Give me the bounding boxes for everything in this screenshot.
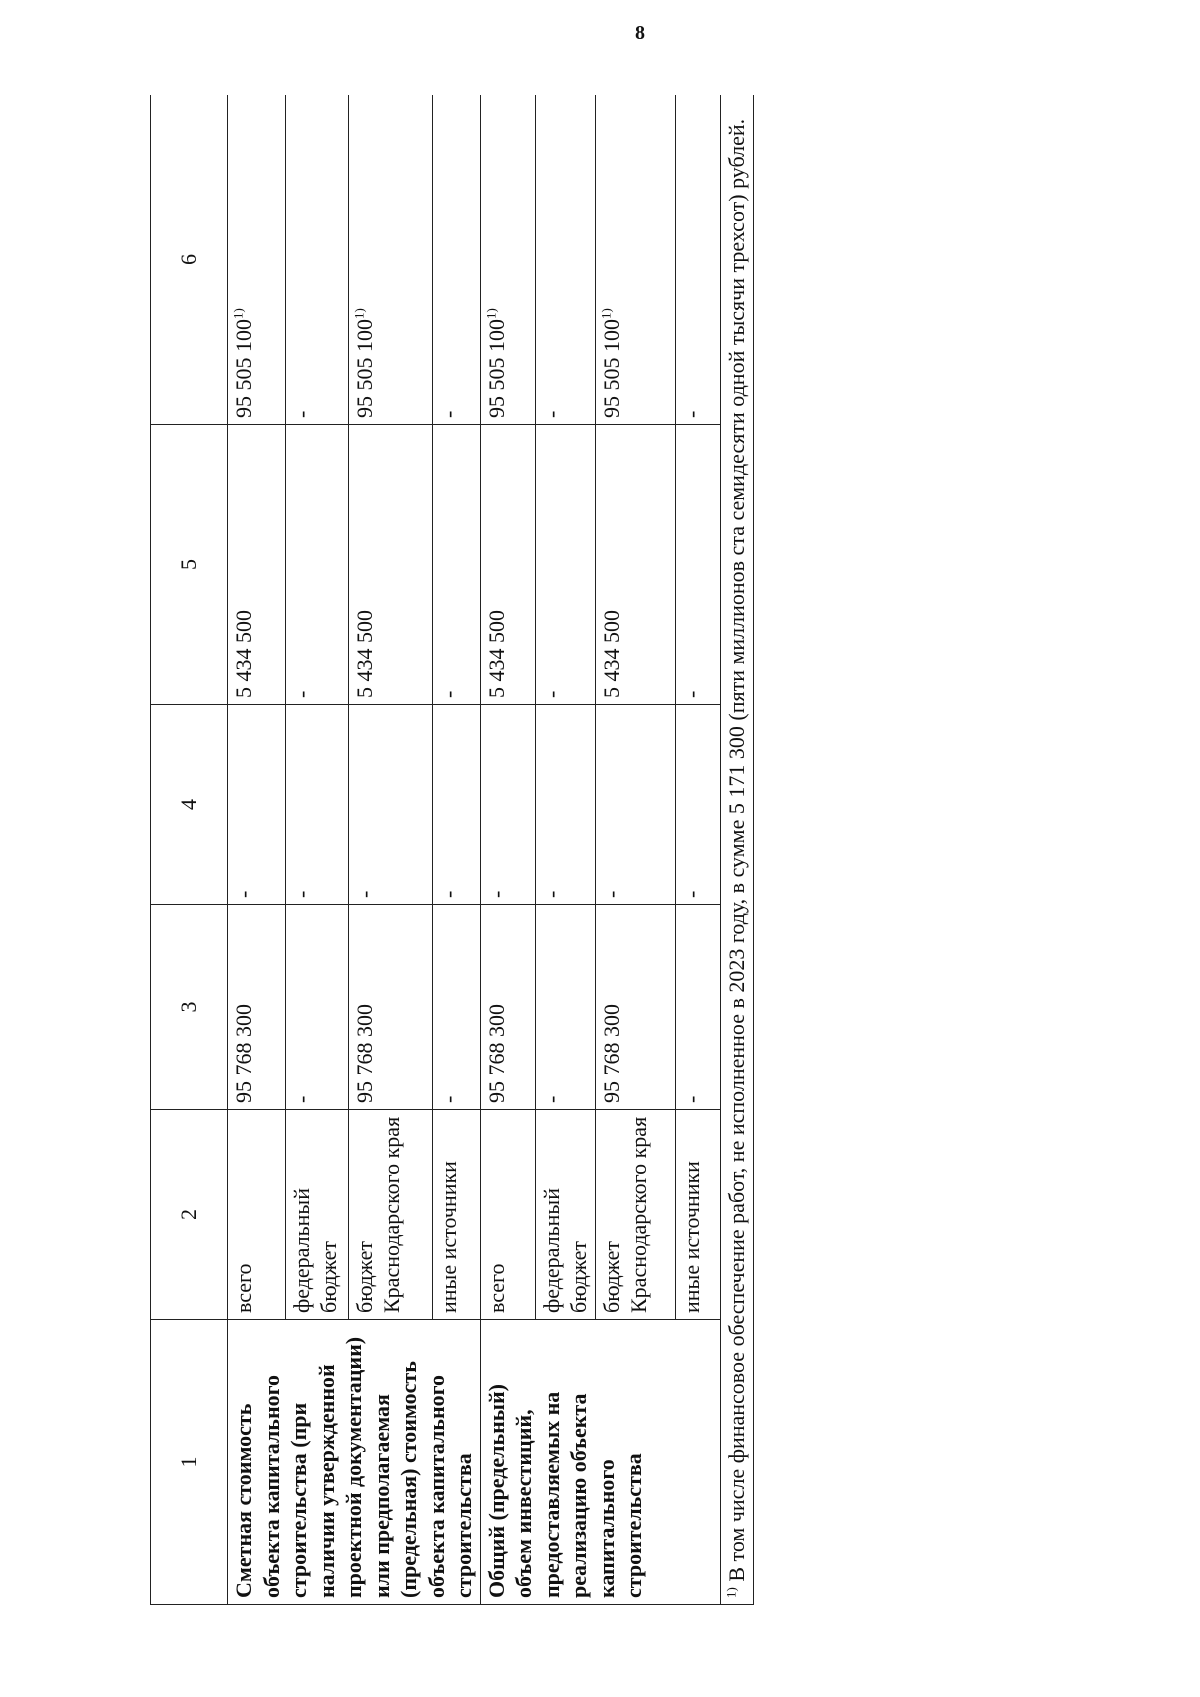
value-cell: - (675, 705, 720, 905)
footnote-marker: 1) (230, 308, 246, 319)
value-cell: 5 434 500 (348, 425, 432, 705)
page-number: 8 (635, 22, 645, 44)
column-header: 2 (151, 1110, 228, 1320)
value-cell: 95 768 300 (228, 905, 286, 1110)
value-cell: - (348, 705, 432, 905)
row-group-title: Сметная стоимость объекта капитального строительства (при наличии утвержденной проектной документации) или предполагаемая (предельная) стоимость объекта капитального строительства (228, 1320, 481, 1605)
value-cell: 95 768 300 (595, 905, 675, 1110)
column-header: 4 (151, 705, 228, 905)
value-cell: - (433, 905, 480, 1110)
value-cell: - (480, 705, 535, 905)
footnote-row (720, 95, 754, 1605)
column-header: 3 (151, 905, 228, 1110)
value-cell: - (228, 705, 286, 905)
footnote-marker: 1) (483, 308, 499, 319)
value-text: - (678, 410, 704, 418)
value-cell: 5 434 500 (480, 425, 535, 705)
column-header: 5 (151, 425, 228, 705)
value-text: 95 505 100 (231, 319, 256, 418)
value-cell: 95 768 300 (348, 905, 432, 1110)
financing-table (150, 95, 754, 1605)
footnote-mark: 1) (723, 1587, 739, 1598)
table-row (228, 95, 286, 1605)
value-cell (228, 95, 286, 425)
footnote-cell (720, 95, 754, 1605)
value-text: - (436, 410, 462, 418)
value-cell: - (675, 425, 720, 705)
value-cell: - (433, 425, 480, 705)
source-cell: федеральный бюджет (285, 1110, 348, 1320)
source-cell: всего (228, 1110, 286, 1320)
source-cell: бюджет Краснодарского края (348, 1110, 432, 1320)
source-cell: иные источники (675, 1110, 720, 1320)
value-cell: - (285, 705, 348, 905)
value-cell: - (595, 705, 675, 905)
source-cell: бюджет Краснодарского края (595, 1110, 675, 1320)
value-text: 95 505 100 (483, 319, 509, 418)
value-cell: - (285, 425, 348, 705)
table-body (151, 95, 754, 1605)
value-cell: - (535, 905, 595, 1110)
value-cell: - (535, 705, 595, 905)
table-header-row (151, 95, 228, 1605)
footnote-text: В том числе финансовое обеспечение работ, не исполненное в 2023 году, в сумме 5 171 300 (пяти миллионов ста семидесяти одной тысячи трехсот) рублей. (723, 118, 749, 1582)
source-cell: федеральный бюджет (535, 1110, 595, 1320)
footnote-marker: 1) (598, 308, 614, 319)
source-cell: всего (480, 1110, 535, 1320)
row-group-title: Общий (предельный) объем инвестиций, предоставляемых на реализацию объекта капитального строительства (480, 1320, 720, 1605)
value-cell: 5 434 500 (595, 425, 675, 705)
value-cell (480, 95, 535, 425)
value-cell: - (285, 905, 348, 1110)
value-text: - (538, 410, 564, 418)
value-cell: 95 768 300 (480, 905, 535, 1110)
value-cell: 5 434 500 (228, 425, 286, 705)
column-header: 1 (151, 1320, 228, 1605)
rotated-table-frame (150, 95, 830, 1605)
value-cell (285, 95, 348, 425)
value-cell (348, 95, 432, 425)
footnote-marker: 1) (351, 308, 367, 319)
value-cell: - (675, 905, 720, 1110)
source-cell: иные источники (433, 1110, 480, 1320)
value-text: 95 505 100 (598, 319, 624, 418)
value-cell: - (535, 425, 595, 705)
value-text: 95 505 100 (351, 319, 377, 418)
value-cell (595, 95, 675, 425)
table-row (480, 95, 535, 1605)
column-header: 6 (151, 95, 228, 425)
table-rotation-wrapper (150, 95, 830, 1605)
value-cell (535, 95, 595, 425)
value-cell (433, 95, 480, 425)
value-cell: - (433, 705, 480, 905)
value-text: - (288, 410, 314, 418)
value-cell (675, 95, 720, 425)
